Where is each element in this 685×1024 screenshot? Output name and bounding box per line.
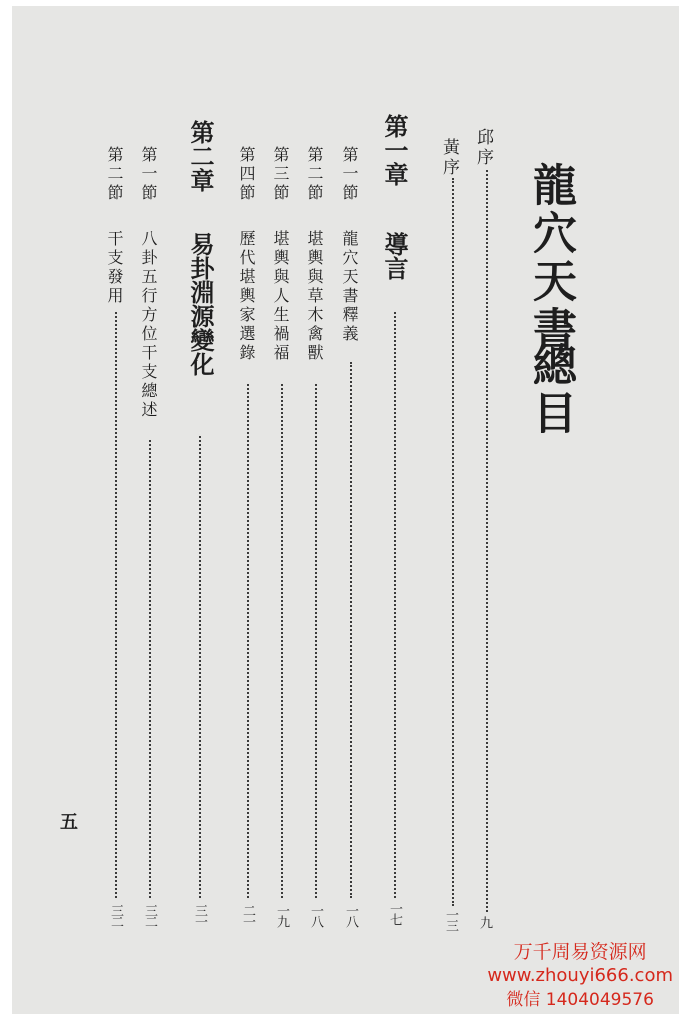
toc-ch1-section-3-title: 堪輿與人生禍福: [271, 230, 290, 363]
toc-chapter-1-number: 第一章: [380, 114, 409, 186]
book-title: 龍穴天書: [525, 162, 576, 354]
toc-ch1-section-4-title: 歷代堪輿家選錄: [237, 230, 256, 363]
toc-ch2-section-1-number: 第一節: [139, 146, 158, 203]
toc-ch1-section-2-page: 一八: [308, 904, 323, 926]
toc-leader: [486, 170, 488, 912]
watermark-site-name: 万千周易资源网: [513, 941, 647, 963]
toc-ch1-section-3-number: 第三節: [271, 146, 290, 203]
toc-ch1-section-4-number: 第四節: [237, 146, 256, 203]
toc-ch1-section-1-title: 龍穴天書釋義: [340, 230, 359, 344]
toc-ch1-section-2-number: 第二節: [305, 146, 324, 203]
toc-chapter-2-title: 易卦淵源變化: [186, 232, 215, 376]
watermark: [487, 940, 673, 1012]
toc-leader: [199, 436, 201, 898]
toc-ch1-section-4-page: 二一: [240, 904, 255, 926]
toc-qiu-preface-page: 九: [477, 916, 492, 927]
toc-leader: [315, 384, 317, 898]
toc-leader: [149, 440, 151, 898]
toc-chapter-1-title: 導言: [380, 232, 409, 280]
toc-ch1-section-1-page: 一八: [343, 904, 358, 926]
toc-ch2-section-2-page: 三二: [108, 904, 123, 926]
toc-huang-preface-page: 一三: [443, 908, 458, 930]
toc-ch2-section-1-title: 八卦五行方位干支總述: [139, 230, 158, 420]
toc-chapter-2-page: 三一: [192, 904, 207, 926]
toc-leader: [452, 178, 454, 906]
toc-chapter-1-page: 一七: [387, 902, 402, 924]
toc-leader: [247, 384, 249, 898]
toc-qiu-preface-label: 邱序: [473, 128, 493, 168]
page-folio: 五: [60, 812, 78, 833]
toc-ch1-section-2-title: 堪輿與草木禽獸: [305, 230, 324, 363]
toc-leader: [394, 312, 396, 898]
toc-chapter-2-number: 第二章: [186, 120, 215, 192]
toc-ch2-section-2-title: 干支發用: [105, 230, 124, 306]
toc-leader: [281, 384, 283, 898]
toc-ch1-section-3-page: 一九: [274, 904, 289, 926]
toc-ch1-section-1-number: 第一節: [340, 146, 359, 203]
toc-leader: [115, 312, 117, 898]
watermark-url: www.zhouyi666.com: [487, 965, 673, 986]
contents-heading: 總目: [525, 342, 576, 438]
toc-ch2-section-2-number: 第二節: [105, 146, 124, 203]
watermark-wechat: 微信 1404049576: [506, 990, 654, 1010]
toc-huang-preface-label: 黃序: [439, 138, 459, 178]
toc-ch2-section-1-page: 三二: [142, 904, 157, 926]
toc-leader: [350, 362, 352, 898]
